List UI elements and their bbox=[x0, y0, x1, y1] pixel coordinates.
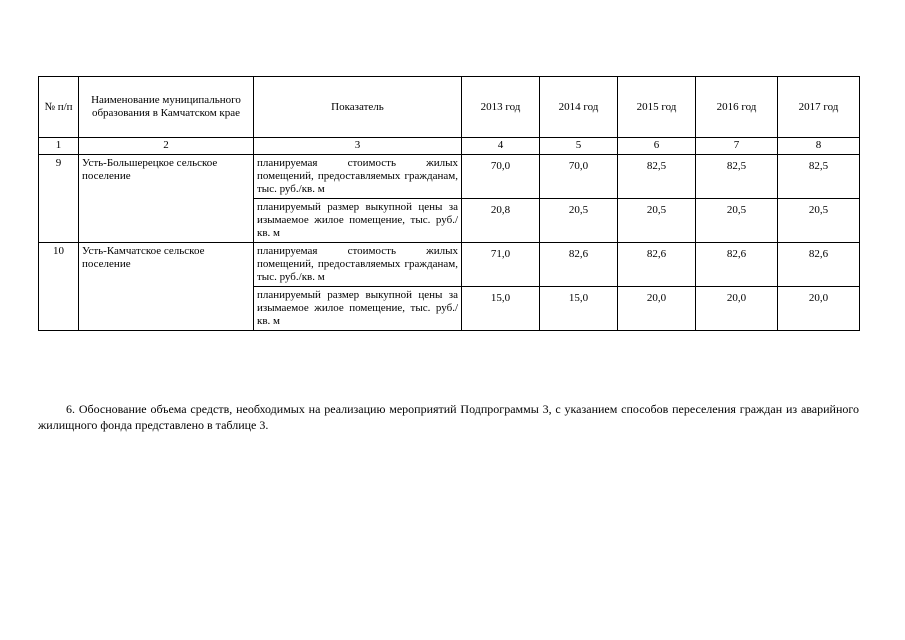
body-paragraph: 6. Обоснование объема средств, необходимых на реализацию мероприятий Подпрограммы 3, с указанием способов переселения граждан из аварийного жилищного фонда представлено в таблице 3. bbox=[38, 402, 859, 432]
value-cell: 20,5 bbox=[540, 199, 618, 243]
value-cell: 82,6 bbox=[778, 243, 860, 287]
value-cell: 82,6 bbox=[618, 243, 696, 287]
value-cell: 82,5 bbox=[696, 155, 778, 199]
value-cell: 82,5 bbox=[778, 155, 860, 199]
value-cell: 20,5 bbox=[618, 199, 696, 243]
header-year-2014: 2014 год bbox=[540, 77, 618, 138]
column-number: 1 bbox=[39, 138, 79, 155]
value-cell: 20,0 bbox=[618, 287, 696, 331]
column-number: 6 bbox=[618, 138, 696, 155]
value-cell: 71,0 bbox=[462, 243, 540, 287]
indicator-cell: планируемый размер выкупной цены за изымаемое жилое помещение, тыс. руб./кв. м bbox=[254, 199, 462, 243]
table-row bbox=[39, 243, 860, 287]
value-cell: 20,0 bbox=[696, 287, 778, 331]
column-number: 7 bbox=[696, 138, 778, 155]
header-year-2015: 2015 год bbox=[618, 77, 696, 138]
column-numbers-row bbox=[39, 138, 860, 155]
column-number: 3 bbox=[254, 138, 462, 155]
column-number: 5 bbox=[540, 138, 618, 155]
indicator-cell: планируемая стоимость жилых помещений, предоставляемых гражданам, тыс. руб./кв. м bbox=[254, 155, 462, 199]
column-number: 2 bbox=[79, 138, 254, 155]
header-year-2016: 2016 год bbox=[696, 77, 778, 138]
value-cell: 15,0 bbox=[540, 287, 618, 331]
value-cell: 70,0 bbox=[462, 155, 540, 199]
indicator-cell: планируемый размер выкупной цены за изымаемое жилое помещение, тыс. руб./кв. м bbox=[254, 287, 462, 331]
value-cell: 20,8 bbox=[462, 199, 540, 243]
header-num: № п/п bbox=[39, 77, 79, 138]
row-number: 9 bbox=[39, 155, 79, 243]
value-cell: 20,5 bbox=[778, 199, 860, 243]
municipality-name: Усть-Большерецкое сельское поселение bbox=[79, 155, 254, 243]
header-year-2017: 2017 год bbox=[778, 77, 860, 138]
indicators-table bbox=[38, 76, 860, 331]
value-cell: 82,6 bbox=[696, 243, 778, 287]
value-cell: 20,0 bbox=[778, 287, 860, 331]
value-cell: 82,6 bbox=[540, 243, 618, 287]
indicator-cell: планируемая стоимость жилых помещений, предоставляемых гражданам, тыс. руб./кв. м bbox=[254, 243, 462, 287]
header-year-2013: 2013 год bbox=[462, 77, 540, 138]
row-number: 10 bbox=[39, 243, 79, 331]
column-number: 8 bbox=[778, 138, 860, 155]
column-number: 4 bbox=[462, 138, 540, 155]
value-cell: 82,5 bbox=[618, 155, 696, 199]
value-cell: 20,5 bbox=[696, 199, 778, 243]
header-indicator: Показатель bbox=[254, 77, 462, 138]
value-cell: 70,0 bbox=[540, 155, 618, 199]
table-row bbox=[39, 155, 860, 199]
municipality-name: Усть-Камчатское сельское поселение bbox=[79, 243, 254, 331]
table-header-row bbox=[39, 77, 860, 138]
header-municipality: Наименование муниципального образования в Камчатском крае bbox=[79, 77, 254, 138]
value-cell: 15,0 bbox=[462, 287, 540, 331]
